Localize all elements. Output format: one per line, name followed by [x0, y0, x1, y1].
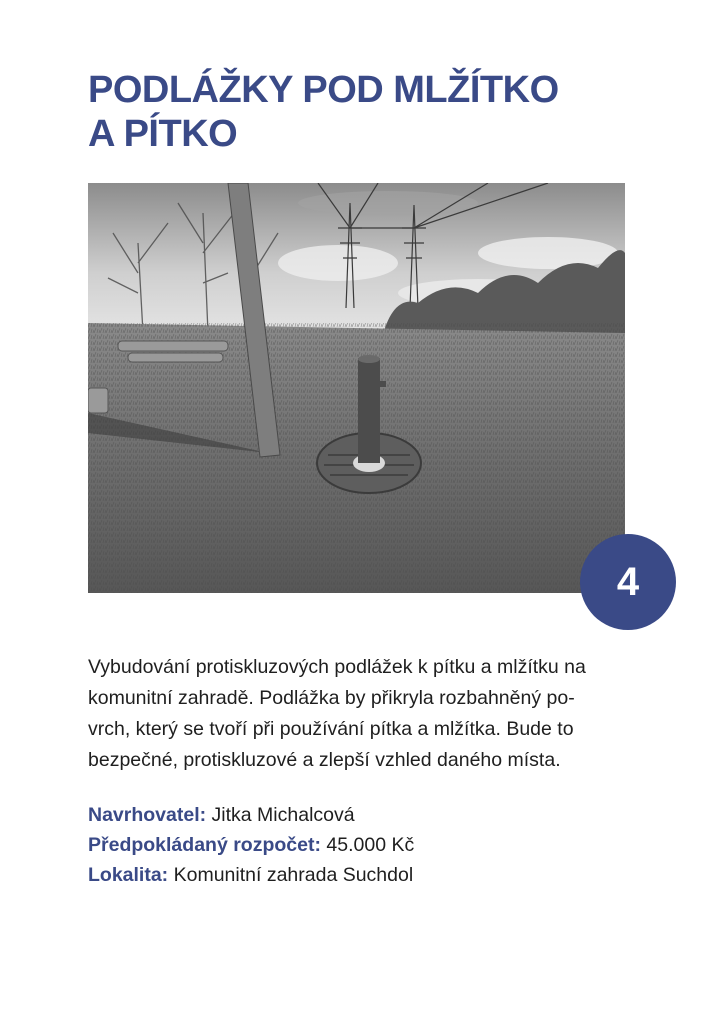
- title-line-2: A PÍTKO: [88, 113, 238, 155]
- budget-value: 45.000 Kč: [326, 834, 415, 856]
- proposer-value: Jitka Michalcová: [211, 804, 355, 826]
- proposer-row: [88, 800, 668, 830]
- description-line: Vybudování protiskluzových podlážek k pítku a mlžítku na: [88, 656, 586, 678]
- location-row: [88, 860, 668, 890]
- project-number-badge: 4: [580, 534, 676, 630]
- location-value: Komunitní zahrada Suchdol: [173, 864, 414, 886]
- budget-row: [88, 830, 668, 860]
- proposer-label: Navrhovatel:: [88, 804, 207, 826]
- description-line: bezpečné, protiskluzové a zlepší vzhled daného místa.: [88, 749, 561, 771]
- description-line: komunitní zahradě. Podlážka by přikryla rozbahněný po-: [88, 687, 575, 709]
- project-meta: [88, 800, 668, 890]
- page-title: [88, 68, 648, 156]
- project-photo: [88, 183, 625, 593]
- title-line-1: PODLÁŽKY POD MLŽÍTKO: [88, 69, 559, 111]
- description-line: vrch, který se tvoří při používání pítka a mlžítka. Bude to: [88, 718, 574, 740]
- project-description: [88, 652, 658, 776]
- budget-label: Předpokládaný rozpočet:: [88, 834, 321, 856]
- location-label: Lokalita:: [88, 864, 169, 886]
